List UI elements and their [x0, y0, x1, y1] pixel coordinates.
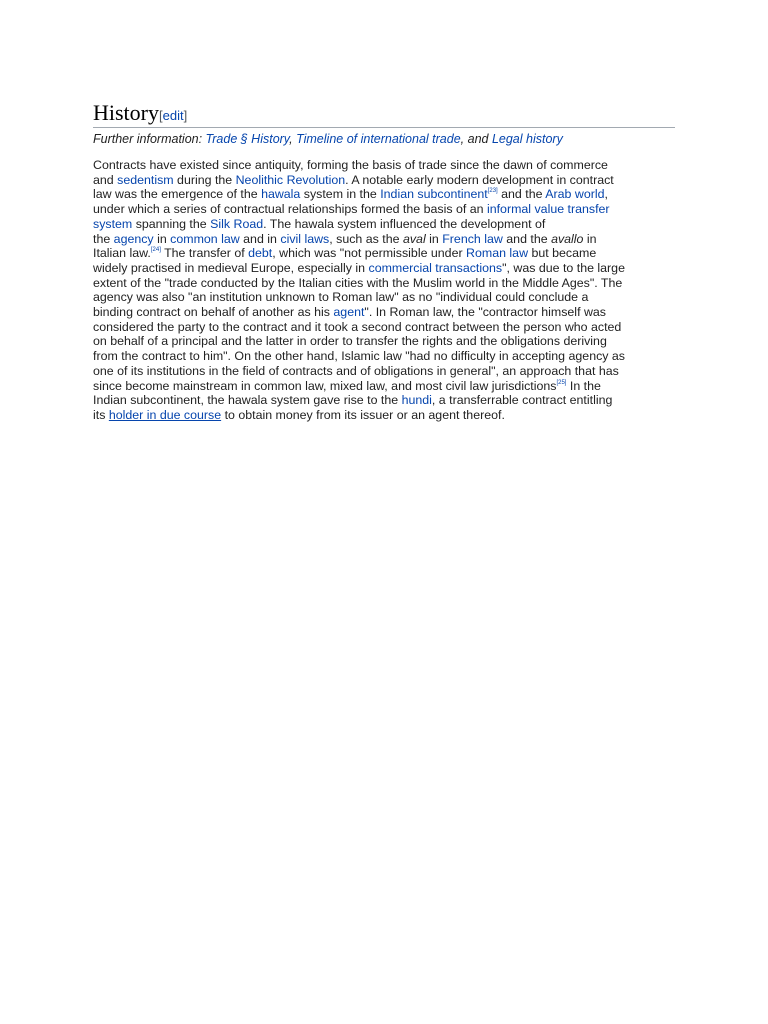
- text: to obtain money from its issuer or an agent thereof.: [221, 407, 505, 422]
- text: The transfer of: [160, 246, 249, 261]
- link-civil-laws[interactable]: civil laws: [280, 231, 330, 246]
- citation-24[interactable]: [24]: [150, 247, 161, 254]
- history-paragraph: [93, 158, 675, 423]
- link-debt[interactable]: debt: [248, 246, 273, 261]
- text: and: [93, 172, 118, 187]
- italic-aval: aval: [402, 231, 426, 246]
- link-roman-law[interactable]: Roman law: [466, 246, 529, 261]
- edit-link[interactable]: edit: [162, 108, 184, 123]
- text: in: [153, 231, 171, 246]
- section-title: History: [93, 100, 159, 125]
- link-hawala[interactable]: hawala: [261, 187, 301, 202]
- citation-25[interactable]: [25]: [556, 379, 567, 386]
- text: , which was "not permissible under: [272, 246, 467, 261]
- link-neolithic-revolution[interactable]: Neolithic Revolution: [235, 172, 346, 187]
- link-holder-in-due-course[interactable]: holder in due course: [108, 407, 222, 422]
- hatnote-separator: , and: [460, 132, 492, 146]
- text: Contracts have existed since antiquity, forming the basis of trade since the dawn of commerce: [93, 158, 608, 172]
- hatnote-link-legal-history[interactable]: Legal history: [491, 132, 563, 146]
- text: spanning the: [132, 216, 211, 231]
- text: and the: [502, 231, 552, 246]
- text: ,: [604, 187, 608, 202]
- hatnote-separator: ,: [289, 132, 297, 146]
- link-commercial-transactions[interactable]: commercial transactions: [368, 260, 503, 275]
- text: system in the: [300, 187, 381, 202]
- text: In the: [566, 378, 601, 393]
- link-agent[interactable]: agent: [333, 305, 365, 320]
- text: Italian law.: [93, 246, 151, 261]
- text: and the: [497, 187, 546, 202]
- link-sedentism[interactable]: sedentism: [117, 172, 174, 187]
- link-informal-value-transfer-system[interactable]: informal value transfer: [486, 202, 610, 217]
- text: on behalf of a principal and the latter in order to transfer the rights and the obligations deriving: [93, 334, 607, 349]
- link-indian-subcontinent[interactable]: Indian subcontinent: [380, 187, 488, 202]
- text: under which a series of contractual relationships formed the basis of an: [93, 202, 487, 217]
- edit-bracket-open: [: [159, 108, 163, 123]
- text: Indian subcontinent, the hawala system gave rise to the: [93, 393, 402, 408]
- link-arab-world[interactable]: Arab world: [545, 187, 605, 202]
- link-hundi[interactable]: hundi: [401, 393, 432, 408]
- text: its: [93, 407, 109, 422]
- citation-23[interactable]: [23]: [487, 188, 498, 195]
- text: but became: [528, 246, 597, 261]
- text: from the contract to him". On the other hand, Islamic law "had no difficulty in accepting agency as: [93, 349, 626, 364]
- hatnote-link-timeline[interactable]: Timeline of international trade: [296, 132, 461, 146]
- text: binding contract on behalf of another as his: [93, 305, 334, 320]
- text: , such as the: [329, 231, 403, 246]
- text: during the: [173, 172, 236, 187]
- text: since become mainstream in common law, mixed law, and most civil law jurisdictions: [93, 378, 557, 393]
- text: the: [93, 231, 114, 246]
- link-french-law[interactable]: French law: [442, 231, 503, 246]
- text: one of its institutions in the field of contracts and of obligations in general", an approach that has: [93, 363, 619, 378]
- text: in: [583, 231, 597, 246]
- text: law was the emergence of the: [93, 187, 262, 202]
- text: and in: [239, 231, 281, 246]
- hatnote: [93, 130, 675, 148]
- text: . The hawala system influenced the development of: [263, 216, 546, 231]
- text: widely practised in medieval Europe, especially in: [93, 260, 369, 275]
- text: . A notable early modern development in contract: [345, 172, 614, 187]
- text: ", was due to the large: [502, 260, 625, 275]
- link-agency[interactable]: agency: [113, 231, 154, 246]
- hatnote-link-trade-history[interactable]: Trade § History: [205, 132, 290, 146]
- article-section: [93, 100, 675, 423]
- edit-bracket-close: ]: [183, 108, 188, 123]
- link-common-law[interactable]: common law: [170, 231, 240, 246]
- text: considered the party to the contract and it took a second contract between the person who acted: [93, 319, 622, 334]
- text: ". In Roman law, the "contractor himself was: [364, 305, 606, 320]
- edit-section: [159, 108, 187, 123]
- link-informal-value-transfer-system[interactable]: system: [93, 216, 133, 231]
- text: , a transferrable contract entitling: [431, 393, 613, 408]
- text: extent of the "trade conducted by the Italian cities with the Muslim world in the Middle Ages". The: [93, 275, 623, 290]
- hatnote-prefix: Further information:: [93, 132, 206, 146]
- text: agency was also "an institution unknown to Roman law" as no "individual could conclude a: [93, 290, 589, 305]
- italic-avallo: avallo: [551, 231, 584, 246]
- text: in: [425, 231, 443, 246]
- section-heading: [93, 100, 675, 128]
- link-silk-road[interactable]: Silk Road: [210, 216, 264, 231]
